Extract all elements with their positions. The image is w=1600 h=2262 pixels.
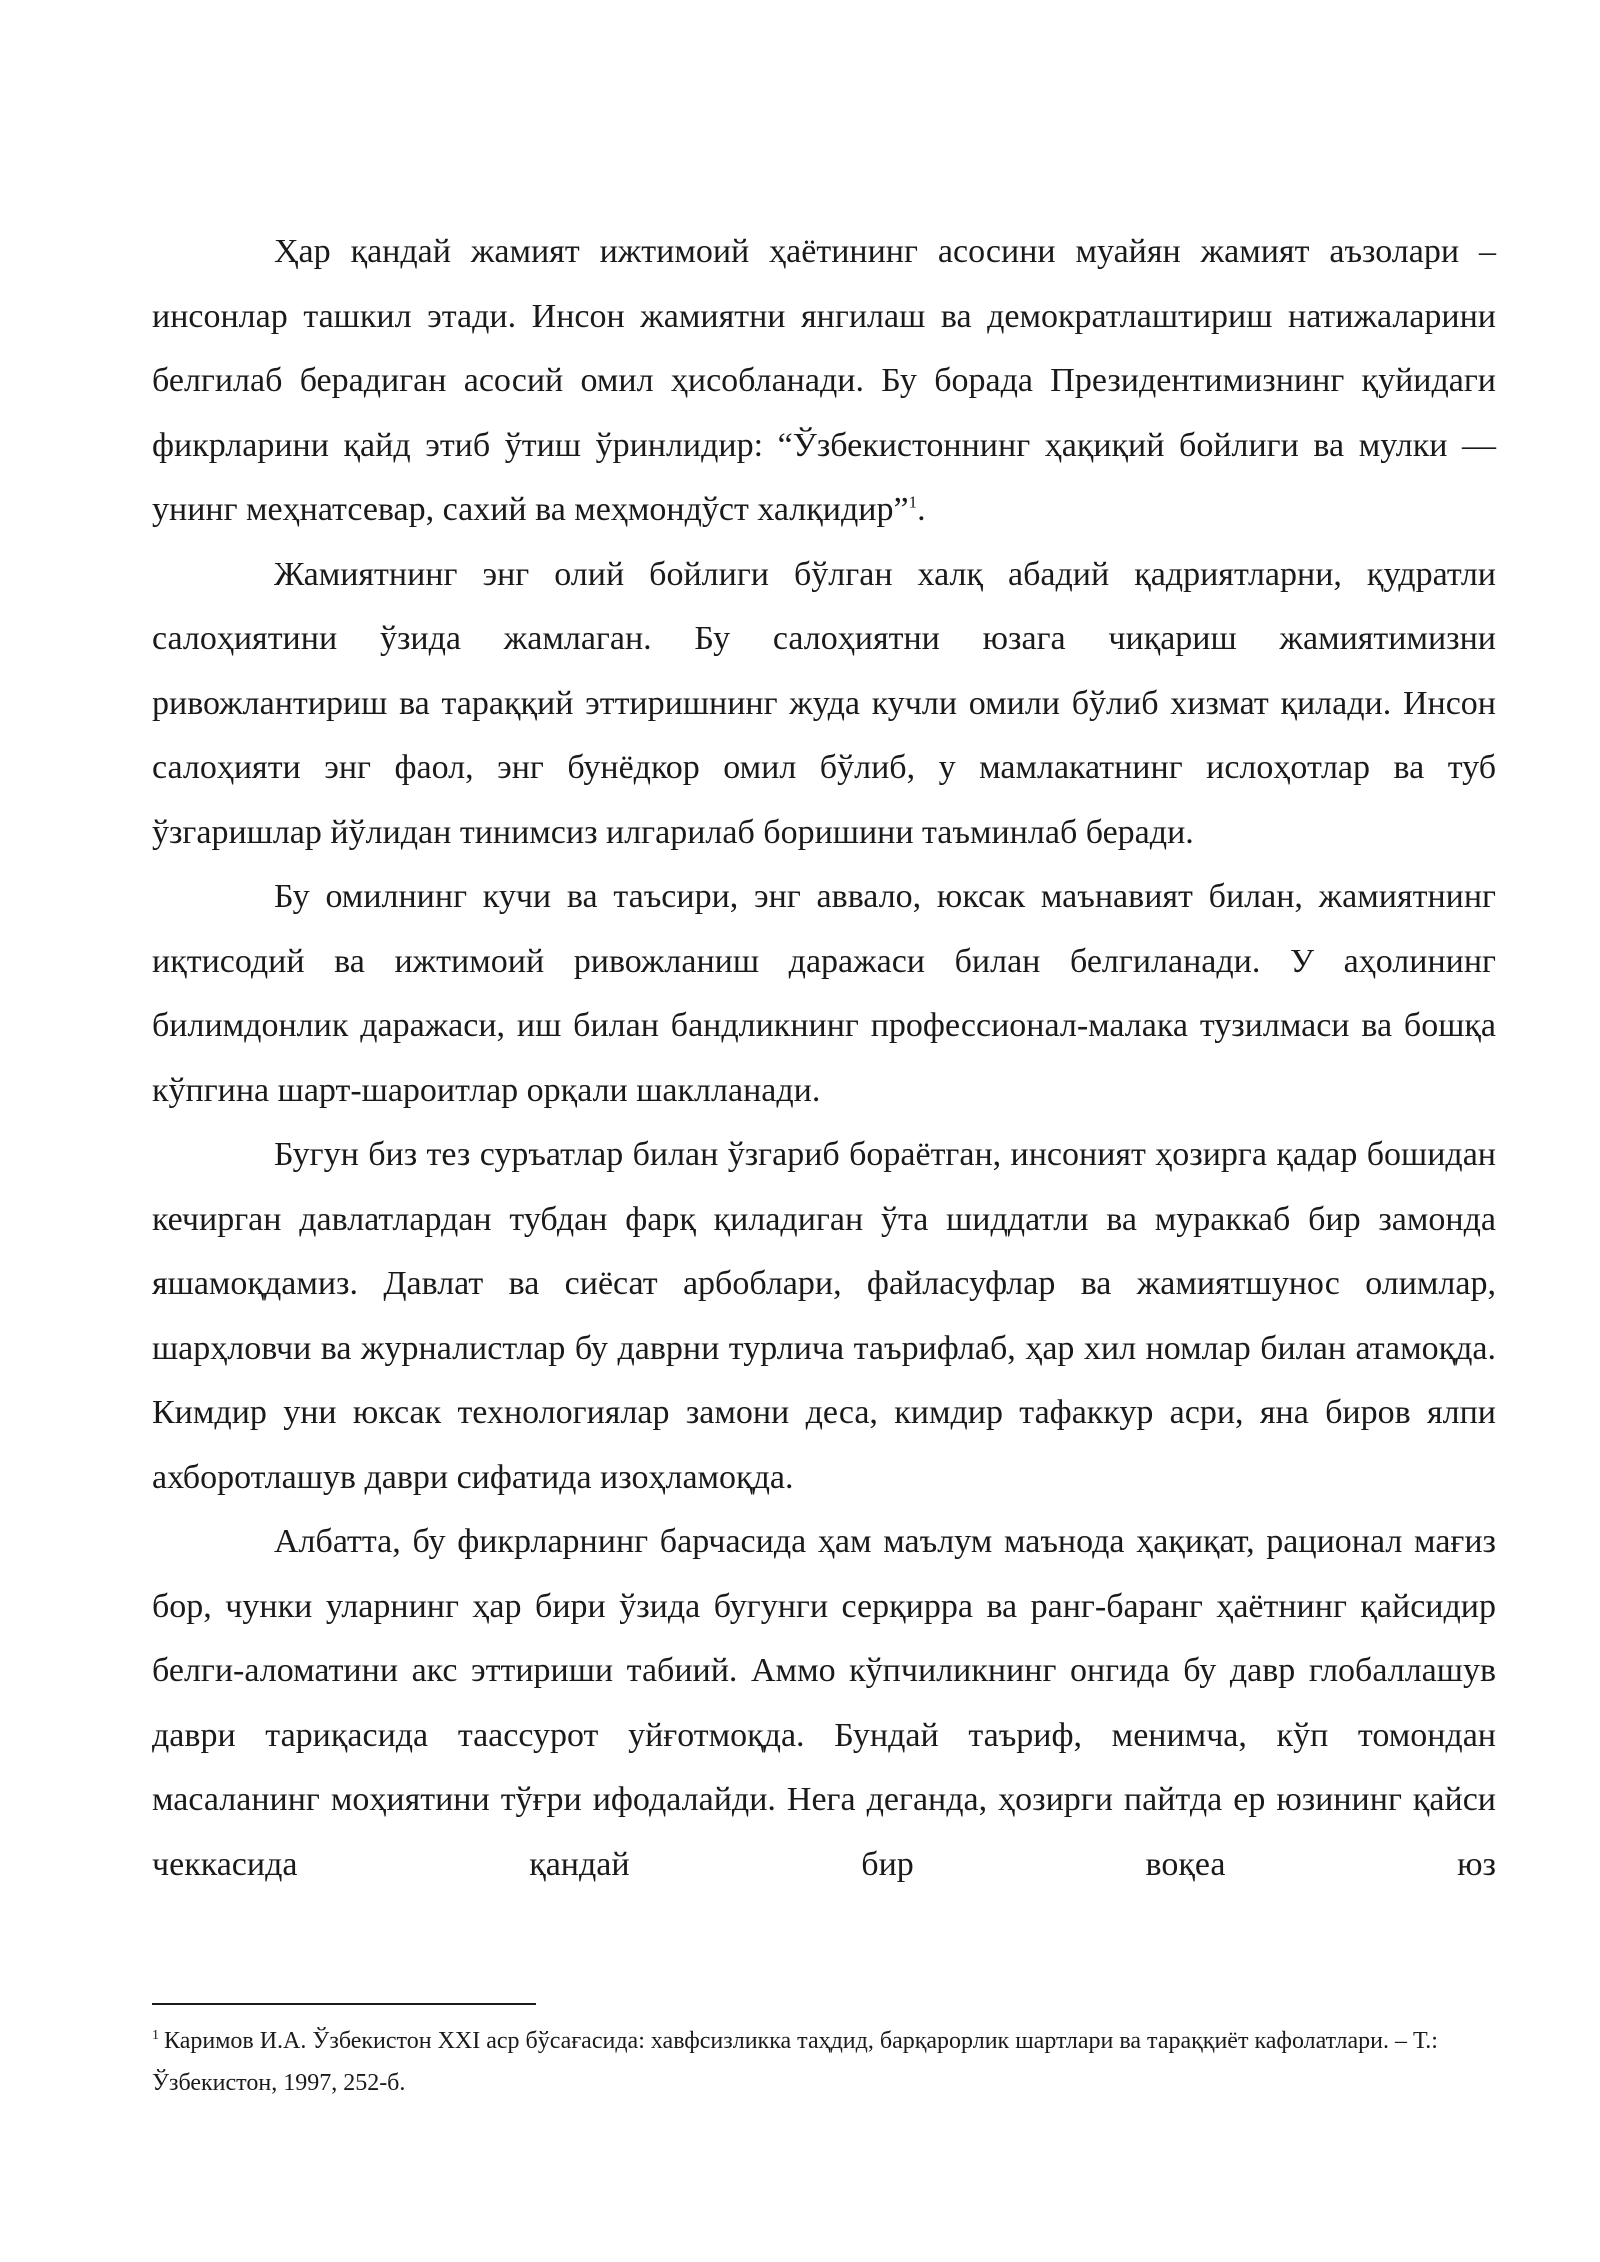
paragraph-5: Албатта, бу фикрларнинг барчасида ҳам маълум маънода ҳақиқат, рационал мағиз бор, чунки уларнинг ҳар бири ўзида бугунги серқирра ва ранг-баранг ҳаётнинг қайсидир белги-аломатини акс эттириши табиий. Аммо кўпчиликнинг онгида бу давр глобаллашув даври тариқасида таассурот уйғотмоқда. Бундай таъриф, менимча, кўп томондан масаланинг моҳиятини тўғри ифодалайди. Нега деганда, ҳозирги пайтда ер юзининг қайси чеккасида қандай бир воқеа юз [152,1523,1496,1883]
paragraph-3: Бу омилнинг кучи ва таъсири, энг аввало, юксак маънавият билан, жамиятнинг иқтисодий ва ижтимоий ривожланиш даражаси билан белгиланади. У аҳолининг билимдонлик даражаси, иш билан бандликнинг профессионал-малака тузилмаси ва бошқа кўпгина шарт-шароитлар орқали шаклланади. [152,878,1496,1109]
main-text [152,220,1496,1897]
footnote-reference: 1 [908,492,918,512]
footnote [152,2020,1496,2104]
paragraph-2: Жамиятнинг энг олий бойлиги бўлган халқ абадий қадриятларни, қудратли салоҳиятини ўзида жамлаган. Бу салоҳиятни юзага чиқариш жамиятимизни ривожлантириш ва тараққий эттиришнинг жуда кучли омили бўлиб хизмат қилади. Инсон салоҳияти энг фаол, энг бунёдкор омил бўлиб, у мамлакатнинг ислоҳотлар ва туб ўзгаришлар йўлидан тинимсиз илгарилаб боришини таъминлаб беради. [152,555,1496,851]
paragraph-4: Бугун биз тез суръатлар билан ўзгариб бораётган, инсоният ҳозирга қадар бошидан кечирган давлатлардан тубдан фарқ қиладиган ўта шиддатли ва мураккаб бир замонда яшамоқдамиз. Давлат ва сиёсат арбоблари, файласуфлар ва жамиятшунос олимлар, шарҳловчи ва журналистлар бу даврни турлича таърифлаб, ҳар хил номлар билан атамоқда. Кимдир уни юксак технологиялар замони деса, кимдир тафаккур асри, яна биров ялпи ахборотлашув даври сифатида изоҳламоқда. [152,1136,1496,1496]
footnote-separator [152,2003,536,2005]
paragraph-1-end: . [917,491,926,528]
paragraph-1-text: Ҳар қандай жамият ижтимоий ҳаётининг асосини муайян жамият аъзолари – инсонлар ташкил этади. Инсон жамиятни янгилаш ва демократлаштириш натижаларини белгилаб берадиган асосий омил ҳисобланади. Бу борада Президентимизнинг қуйидаги фикрларини қайд этиб ўтиш ўринлидир: “Ўзбекистоннинг ҳақиқий бойлиги ва мулки — унинг меҳнатсевар, сахий ва меҳмондўст халқидир” [152,233,1496,528]
paragraph-1 [152,220,1496,543]
footnote-number: 1 [152,2028,159,2043]
footnote-text: Каримов И.А. Ўзбекистон XXI аср бўсағасида: хавфсизликка таҳдид, барқарорлик шартлари ва тараққиёт кафолатлари. – Т.: Ўзбекистон, 1997, 252-б. [152,2028,1438,2096]
